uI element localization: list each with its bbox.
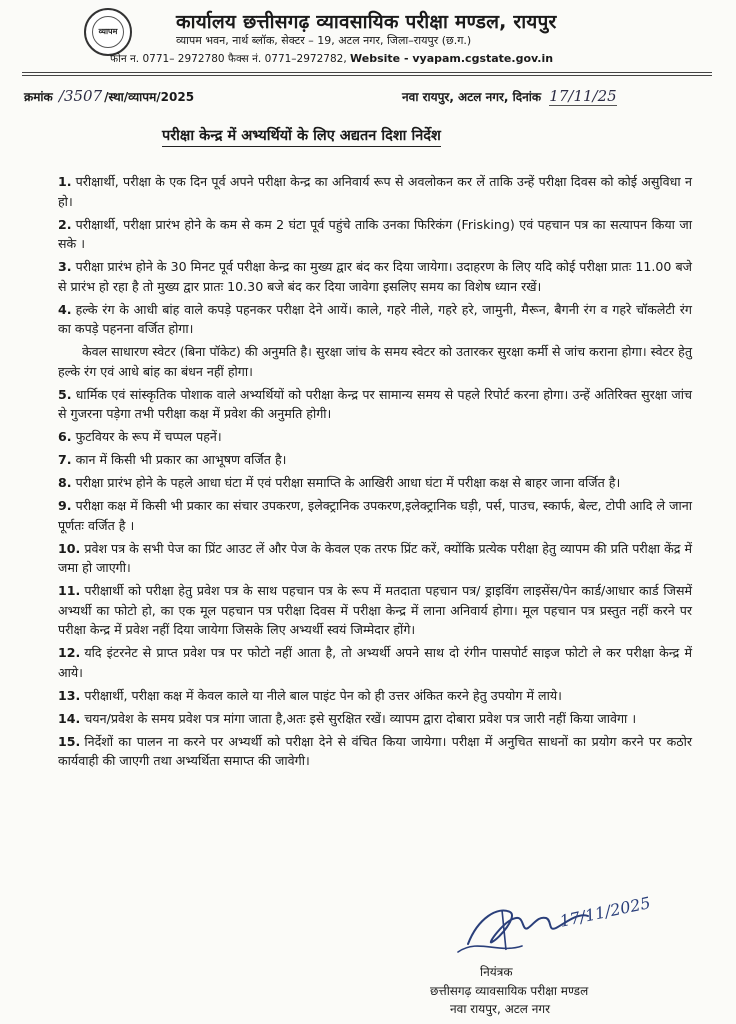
place-date-label: नवा रायपुर, अटल नगर, दिनांक bbox=[402, 90, 542, 104]
instruction-item bbox=[58, 643, 692, 682]
instruction-item bbox=[58, 450, 692, 470]
instruction-item bbox=[58, 427, 692, 447]
office-address: व्यापम भवन, नार्थ ब्लॉक, सेक्टर – 19, अटल नगर, जिला–रायपुर (छ.ग.) bbox=[176, 34, 472, 47]
instruction-item bbox=[58, 496, 692, 535]
instruction-number: 10. bbox=[58, 540, 81, 556]
instruction-number: 9. bbox=[58, 498, 72, 513]
instruction-item bbox=[58, 385, 692, 424]
instruction-item bbox=[58, 709, 692, 729]
instruction-text: निर्देशों का पालन ना करने पर अभ्यर्थी को परीक्षा देने से वंचित किया जायेगा। परीक्षा में अनुचित साधनों का प्रयोग करने पर कठोर कार्यवाही की जाएगी तथा अभ्यर्थिता समाप्त की जावेगी। bbox=[58, 733, 692, 768]
instruction-item bbox=[58, 342, 692, 381]
instruction-text: परीक्षा प्रारंभ होने के पहले आधा घंटा में एवं परीक्षा समाप्ति के आखिरी आधा घंटा में परीक्षा कक्ष से बाहर जाना वर्जित है। bbox=[75, 475, 621, 490]
instruction-item bbox=[58, 539, 692, 578]
office-title: कार्यालय छत्तीसगढ़ व्यावसायिक परीक्षा मण्डल, रायपुर bbox=[176, 11, 557, 33]
instruction-item bbox=[58, 732, 692, 771]
instruction-text: फुटवियर के रूप में चप्पल पहनें। bbox=[75, 429, 222, 444]
instruction-text: परीक्षार्थी, परीक्षा प्रारंभ होने के कम से कम 2 घंटा पूर्व पहुंचे ताकि उनका फिरिकंग (Frisking) एवं पहचान पत्र का सत्यापन किया जा सके । bbox=[58, 216, 692, 251]
instruction-number: 2. bbox=[58, 216, 72, 232]
instruction-item bbox=[58, 581, 692, 640]
instructions-list bbox=[58, 172, 692, 774]
instruction-number: 7. bbox=[58, 452, 72, 467]
instruction-item bbox=[58, 473, 692, 493]
instruction-text: चयन/प्रवेश के समय प्रवेश पत्र मांगा जाता है,अतः इसे सुरक्षित रखें। व्यापम द्वारा दोबारा प्रवेश पत्र जारी नहीं किया जावेगा । bbox=[84, 710, 637, 726]
instruction-item bbox=[58, 215, 692, 254]
signatory-place: नवा रायपुर, अटल नगर bbox=[450, 1002, 551, 1016]
instruction-text: हल्के रंग के आधी बांह वाले कपड़े पहनकर परीक्षा देने आयें। काले, गहरे नीले, गहरे हरे, जामुनी, मैरून, बैगनी रंग व गहरे चॉकलेटी रंग का कपड़े पहनना वर्जित होगा। bbox=[58, 301, 692, 336]
instruction-item bbox=[58, 257, 692, 296]
instruction-text: कान में किसी भी प्रकार का आभूषण वर्जित है। bbox=[75, 452, 287, 467]
instruction-number: 11. bbox=[58, 583, 81, 598]
instruction-item bbox=[58, 300, 692, 339]
phone-fax: फोन न. 0771– 2972780 फैक्स नं. 0771–2972782, bbox=[110, 53, 347, 65]
website-link[interactable]: Website - vyapam.cgstate.gov.in bbox=[350, 52, 554, 65]
instruction-text: प्रवेश पत्र के सभी पेज का प्रिंट आउट लें और पेज के केवल एक तरफ प्रिंट करें, क्योंकि प्रत्येक परीक्षा हेतु व्यापम की प्रति परीक्षा केंद्र में जमा हो जाएगी। bbox=[58, 540, 692, 575]
instruction-item bbox=[58, 172, 692, 211]
instruction-number: 15. bbox=[58, 733, 81, 749]
notice-subject: परीक्षा केन्द्र में अभ्यर्थियों के लिए अद्यतन दिशा निर्देश bbox=[162, 125, 441, 147]
reference-suffix: /स्था/व्यापम/2025 bbox=[104, 90, 195, 104]
instruction-number: 14. bbox=[58, 710, 81, 726]
office-contact bbox=[110, 52, 553, 66]
instruction-text: परीक्षा प्रारंभ होने के 30 मिनट पूर्व परीक्षा केन्द्र का मुख्य द्वार बंद कर दिया जायेगा। उदाहरण के लिए यदि कोई परीक्षा प्रातः 11.00 बजे से प्रारंभ हो रहा है तो मुख्य द्वार प्रातः 10.30 बजे बंद कर दिया जावेगा इसलिए समय का विशेष ध्यान रखें। bbox=[58, 259, 692, 294]
instruction-number: 13. bbox=[58, 687, 81, 703]
instruction-number: 4. bbox=[58, 301, 72, 317]
instruction-item bbox=[58, 686, 692, 706]
instruction-number: 5. bbox=[58, 386, 72, 402]
vyapam-logo bbox=[84, 8, 132, 56]
instruction-text: परीक्षार्थी, परीक्षा के एक दिन पूर्व अपने परीक्षा केन्द्र का अनिवार्य रूप से अवलोकन कर लें ताकि उन्हें परीक्षा दिवस को कोई असुविधा न हो। bbox=[58, 174, 692, 209]
logo-emblem: व्यापम bbox=[92, 16, 124, 48]
header-divider bbox=[22, 72, 712, 76]
signatory-title: नियंत्रक bbox=[480, 965, 513, 979]
instruction-number: 1. bbox=[58, 174, 72, 189]
instruction-text: परीक्षा कक्ष में किसी भी प्रकार का संचार उपकरण, इलेक्ट्रानिक उपकरण,इलेक्ट्रानिक घड़ी, पर्स, पाउच, स्कार्फ, बेल्ट, टोपी आदि ले जाना पूर्णतः वर्जित है । bbox=[58, 498, 692, 533]
instruction-text: यदि इंटरनेट से प्राप्त प्रवेश पत्र पर फोटो नहीं आता है, तो अभ्यर्थी अपने साथ दो रंगीन पासपोर्ट साइज फोटो ले कर परीक्षा केन्द्र में आये। bbox=[58, 645, 692, 680]
instruction-text: केवल साधारण स्वेटर (बिना पॉकेट) की अनुमति है। सुरक्षा जांच के समय स्वेटर को उतारकर सुरक्षा कर्मी से जांच कराना होगा। स्वेटर हेतु हल्के रंग एवं आधे बांह का बंधन नहीं होगा। bbox=[58, 344, 692, 379]
signatory-organization: छत्तीसगढ़ व्यावसायिक परीक्षा मण्डल bbox=[430, 984, 589, 998]
instruction-text: परीक्षार्थी, परीक्षा कक्ष में केवल काले या नीले बाल पाइंट पेन को ही उत्तर अंकित करने हेतु उपयोग में लाये। bbox=[84, 687, 562, 703]
instruction-number: 12. bbox=[58, 645, 81, 660]
signature-date: 17/11/2025 bbox=[558, 893, 653, 931]
instruction-number: 3. bbox=[58, 259, 72, 274]
reference-handwritten-number: /3507 bbox=[58, 87, 103, 105]
handwritten-date: 17/11/25 bbox=[549, 87, 617, 105]
instruction-text: परीक्षार्थी को परीक्षा हेतु प्रवेश पत्र के साथ पहचान पत्र के रूप में मतदाता पहचान पत्र/ ड्राइविंग लाइसेंस/पेन कार्ड/आधार कार्ड जिसमें अभ्यर्थी का फोटो हो, का एक मूल पहचान पत्र परीक्षा दिवस में परीक्षा केन्द्र में लाना अनिवार्य होगा। मूल पहचान पत्र प्रस्तुत नहीं करने पर परीक्षा केन्द्र में प्रवेश नहीं दिया जायेगा जिसके लिए अभ्यर्थी स्वयं जिम्मेदार होंगे। bbox=[58, 583, 692, 637]
place-date bbox=[402, 87, 617, 105]
instruction-text: धार्मिक एवं सांस्कृतिक पोशाक वाले अभ्यर्थियों को परीक्षा केन्द्र पर सामान्य समय से पहले रिपोर्ट करना होगा। उन्हें अतिरिक्त सुरक्षा जांच से गुजरना पड़ेगा तभी परीक्षा कक्ष में प्रवेश की अनुमति होगी। bbox=[58, 386, 692, 421]
reference-number bbox=[24, 87, 194, 105]
reference-label: क्रमांक bbox=[24, 90, 53, 104]
instruction-number: 8. bbox=[58, 475, 72, 490]
instruction-number: 6. bbox=[58, 429, 72, 444]
